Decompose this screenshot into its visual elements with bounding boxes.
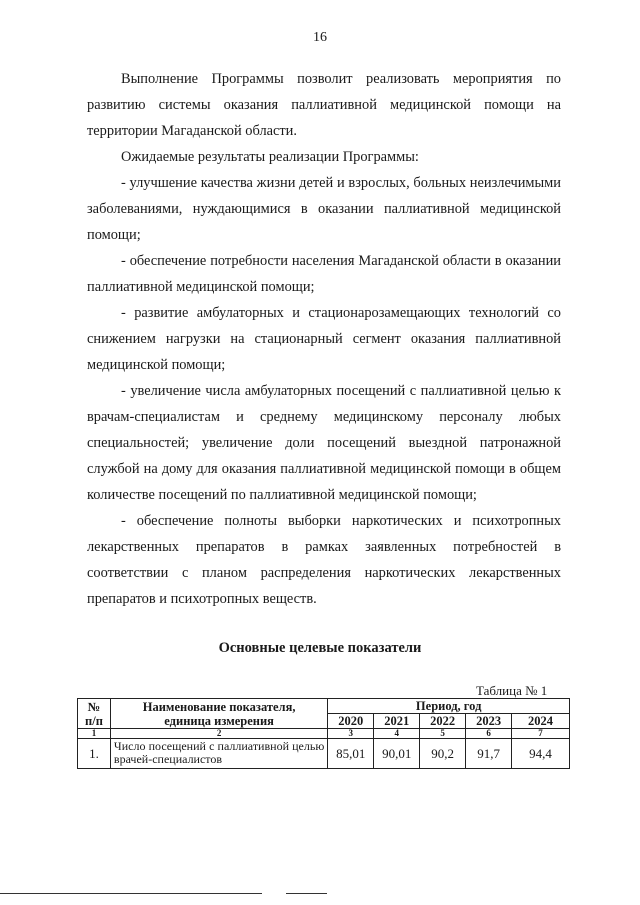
table-caption: Таблица № 1 (476, 683, 548, 698)
header-number: № п/п (78, 699, 111, 729)
indicators-table (77, 698, 570, 769)
header-period: Период, год (328, 699, 570, 714)
row-number: 1. (78, 739, 111, 769)
indicator-value: 90,2 (420, 739, 466, 769)
column-number: 6 (466, 729, 512, 739)
indicator-value: 94,4 (512, 739, 570, 769)
header-year: 2024 (512, 714, 570, 729)
column-number: 7 (512, 729, 570, 739)
indicator-name: Число посещений с паллиативной целью врачей-специалистов (110, 739, 327, 769)
column-number: 4 (374, 729, 420, 739)
result-item-needs: - обеспечение потребности населения Магаданской области в оказании паллиативной медицинской помощи; (87, 253, 561, 295)
footer-divider (286, 893, 327, 894)
footer-divider (0, 893, 262, 894)
paragraph-intro: Выполнение Программы позволит реализовать мероприятия по развитию системы оказания паллиативной медицинской помощи на территории Магаданской области. (87, 71, 561, 139)
result-item-visits: - увеличение числа амбулаторных посещений с паллиативной целью к врачам-специалистам и среднему медицинскому персоналу любых специальностей; увеличение доли посещений выездной патронажной службой на дому для оказания паллиативной медицинской помощи в общем количестве посещений по паллиативной медицинской помощи; (87, 383, 561, 503)
column-number: 2 (110, 729, 327, 739)
header-year: 2021 (374, 714, 420, 729)
column-number: 5 (420, 729, 466, 739)
header-year: 2023 (466, 714, 512, 729)
page-number: 16 (313, 30, 327, 45)
table-column-numbers-row (78, 729, 570, 739)
indicator-value: 91,7 (466, 739, 512, 769)
table-header-row (78, 699, 570, 714)
column-number: 1 (78, 729, 111, 739)
paragraph-expected-results: Ожидаемые результаты реализации Программы: (121, 149, 419, 165)
result-item-quality-of-life: - улучшение качества жизни детей и взрослых, больных неизлечимыми заболеваниями, нуждающимися в оказании паллиативной медицинской помощи; (87, 175, 561, 243)
column-number: 3 (328, 729, 374, 739)
header-indicator-name: Наименование показателя, единица измерения (110, 699, 327, 729)
body-text (87, 66, 561, 612)
header-year: 2020 (328, 714, 374, 729)
section-heading: Основные целевые показатели (218, 640, 422, 656)
result-item-drugs: - обеспечение полноты выборки наркотических и психотропных лекарственных препаратов в рамках заявленных потребностей в соответствии с планом распределения наркотических лекарственных препаратов и психотропных веществ. (87, 513, 561, 607)
indicator-value: 90,01 (374, 739, 420, 769)
table-row (78, 739, 570, 769)
header-year: 2022 (420, 714, 466, 729)
result-item-technologies: - развитие амбулаторных и стационарозамещающих технологий со снижением нагрузки на стационарный сегмент оказания паллиативной медицинской помощи; (87, 305, 561, 373)
indicator-value: 85,01 (328, 739, 374, 769)
